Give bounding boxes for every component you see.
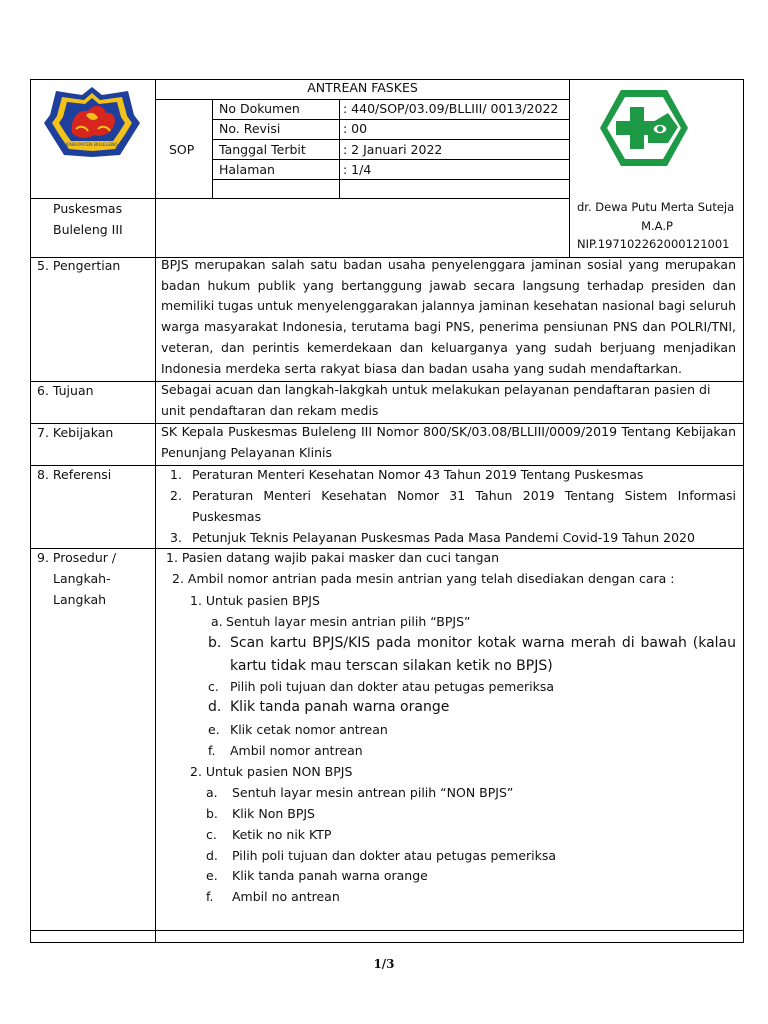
org-name-line2: Buleleng III [53,222,123,237]
bpjs-num-f: f. [208,743,216,758]
bpjs-num-d: d. [208,699,222,715]
prosedur-label-line2: Langkah- [53,571,111,586]
nonbpjs-num-d: d. [206,848,218,863]
border-row-fields-end [212,179,570,180]
field-value-no-dokumen: : 440/SOP/03.09/BLLIII/ 0013/2022 [343,101,559,116]
field-label-no-dokumen: No Dokumen [219,101,300,116]
bpjs-text-b: Scan kartu BPJS/KIS pada monitor kotak warna merah di bawah (kalau kartu tidak mau terscan silakan ketik no BPJS) [230,635,736,674]
border-row-tanggal [212,139,570,140]
bpjs-text-c: Pilih poli tujuan dan dokter atau petugas pemeriksa [230,679,555,694]
border-outer-left [30,79,31,943]
nonbpjs-num-f: f. [206,889,214,904]
field-label-no-revisi: No. Revisi [219,121,281,136]
prosedur-label-line3: Langkah [53,592,107,607]
nonbpjs-num-a: a. [206,785,218,800]
border-title-bottom [155,99,570,100]
prosedur-step-1: 1. Pasien datang wajib pakai masker dan cuci tangan [166,550,500,565]
border-col-main [155,79,156,943]
signer-nip: NIP.197102262000121001 [577,237,730,251]
border-row-halaman [212,159,570,160]
nonbpjs-text-e: Klik tanda panah warna orange [232,868,428,883]
kebijakan-label: 7. Kebijakan [37,425,114,440]
referensi-num-3: 3. [170,530,182,545]
buleleng-logo-icon [42,85,142,159]
field-value-no-revisi: : 00 [343,121,368,136]
tujuan-text: Sebagai acuan dan langkah-lakgkah untuk melakukan pelayanan pendaftaran pasien di unit pendaftaran dan rekam medis [161,382,711,418]
org-name-line1: Puskesmas [53,201,123,216]
bpjs-num-b: b. [208,635,222,651]
referensi-label: 8. Referensi [37,467,112,482]
bpjs-text-f: Ambil nomor antrean [230,743,363,758]
signer-title: M.A.P [641,219,673,233]
pengertian-label: 5. Pengertian [37,258,121,273]
puskesmas-logo-icon [598,87,690,169]
referensi-text-3: Petunjuk Teknis Pelayanan Puskesmas Pada Masa Pandemi Covid-19 Tahun 2020 [192,530,695,545]
pengertian-text: BPJS merupakan salah satu badan usaha penyelenggara jaminan sosial yang merupakan badan hukum publik yang bertanggung jawab secara langsung terhadap presiden dan memiliki tugas untuk menyelenggarakan jalannya jaminan kesehatan nasional bagi seluruh warga masyarakat Indonesia, terutama bagi PNS, penerima pensiunan PNS dan POLRI/TNI, veteran, dan perintis kemerdekaan dan keluarganya yang sudah berjuang menjadikan Indonesia merdeka serta rakyat biasa dan badan usaha yang sudah mendaftarkan. [161,257,736,376]
nonbpjs-num-b: b. [206,806,218,821]
bpjs-heading: 1. Untuk pasien BPJS [190,593,320,608]
nonbpjs-num-e: e. [206,868,218,883]
field-label-halaman: Halaman [219,162,275,177]
nonbpjs-text-a: Sentuh layar mesin antrean pilih “NON BPJS” [232,785,514,800]
nonbpjs-text-c: Ketik no nik KTP [232,827,332,842]
nonbpjs-text-d: Pilih poli tujuan dan dokter atau petugas pemeriksa [232,848,557,863]
bpjs-text-e: Klik cetak nomor antrean [230,722,388,737]
border-outer-bottom [30,942,744,943]
bpjs-num-a: a. [211,614,223,629]
sop-label: SOP [169,142,195,157]
signer-name: dr. Dewa Putu Merta Suteja [577,200,735,214]
border-field-sep [339,99,340,199]
border-row-last [30,930,744,931]
border-outer-right [743,79,744,943]
bpjs-text-a: Sentuh layar mesin antrian pilih “BPJS” [226,614,471,629]
page-number: 1/3 [373,957,395,971]
bpjs-num-c: c. [208,679,219,694]
referensi-text-2: Peraturan Menteri Kesehatan Nomor 31 Tahun 2019 Tentang Sistem Informasi Puskesmas [192,488,736,524]
nonbpjs-text-f: Ambil no antrean [232,889,340,904]
referensi-text-1: Peraturan Menteri Kesehatan Nomor 43 Tahun 2019 Tentang Puskesmas [192,467,644,482]
bpjs-num-e: e. [208,722,220,737]
kebijakan-text: SK Kepala Puskesmas Buleleng III Nomor 800/SK/03.08/BLLIII/0009/2019 Tentang Kebijakan Penunjang Pelayanan Klinis [161,424,736,460]
border-sop-right [212,99,213,199]
logo-lettering: KABUPATEN BULELENG [66,143,118,148]
field-value-halaman: : 1/4 [343,162,372,177]
nonbpjs-heading: 2. Untuk pasien NON BPJS [190,764,353,779]
prosedur-step-2: 2. Ambil nomor antrian pada mesin antrian yang telah disediakan dengan cara : [172,571,675,586]
nonbpjs-num-c: c. [206,827,217,842]
referensi-num-2: 2. [170,488,182,503]
field-label-tanggal-terbit: Tanggal Terbit [219,142,306,157]
referensi-num-1: 1. [170,467,182,482]
prosedur-label-line1: 9. Prosedur / [37,550,117,565]
document-title: ANTREAN FASKES [307,80,418,95]
nonbpjs-text-b: Klik Non BPJS [232,806,315,821]
border-row-revisi [212,119,570,120]
tujuan-label: 6. Tujuan [37,383,94,398]
field-value-tanggal-terbit: : 2 Januari 2022 [343,142,443,157]
bpjs-text-d: Klik tanda panah warna orange [230,699,450,715]
